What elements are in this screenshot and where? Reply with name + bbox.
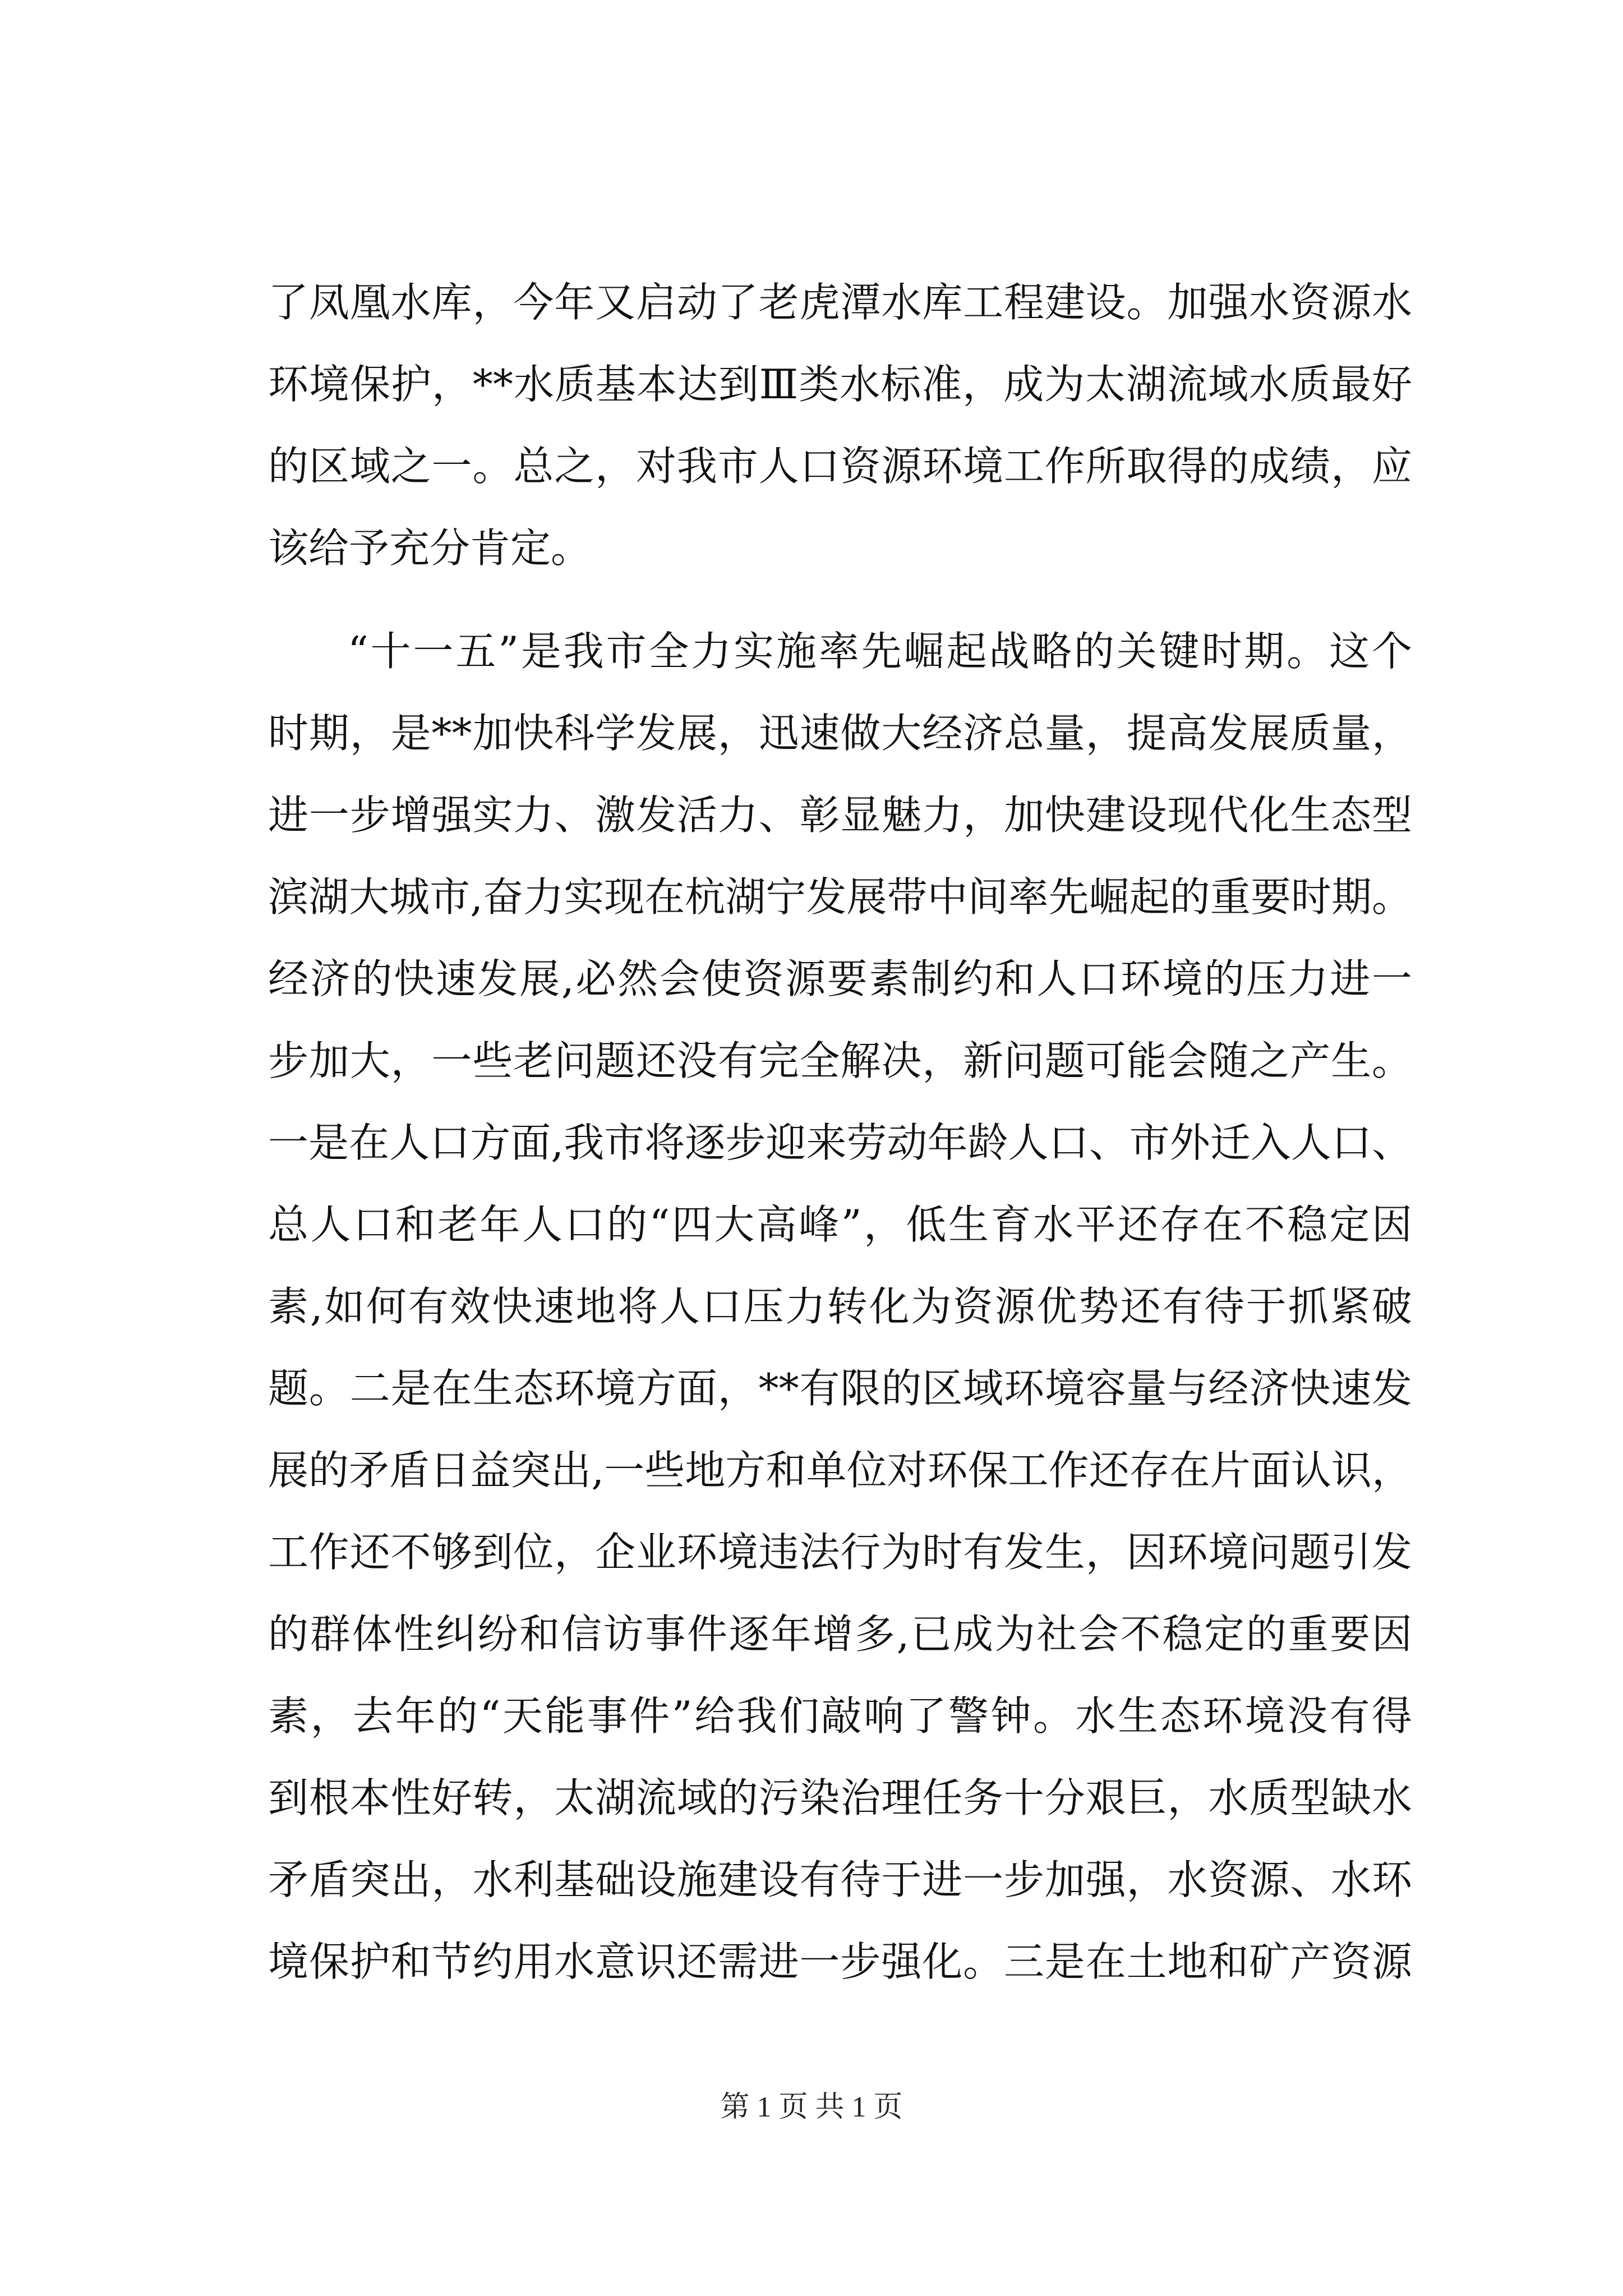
text-line: 滨湖大城市,奋力实现在杭湖宁发展带中间率先崛起的重要时期。 bbox=[268, 873, 1412, 921]
text-line: 了凤凰水库，今年又启动了老虎潭水库工程建设。加强水资源水 bbox=[268, 279, 1412, 326]
text-line: 时期，是**加快科学发展，迅速做大经济总量，提高发展质量， bbox=[268, 710, 1412, 757]
text-line: 展的矛盾日益突出,一些地方和单位对环保工作还存在片面认识， bbox=[268, 1447, 1412, 1494]
text-line: 该给予充分肯定。 bbox=[268, 524, 592, 572]
text-line: 题。二是在生态环境方面，**有限的区域环境容量与经济快速发 bbox=[268, 1365, 1412, 1412]
text-line: 总人口和老年人口的“四大高峰”，低生育水平还存在不稳定因 bbox=[268, 1201, 1412, 1248]
text-line: 到根本性好转，太湖流域的污染治理任务十分艰巨，水质型缺水 bbox=[268, 1774, 1412, 1821]
text-line: 工作还不够到位，企业环境违法行为时有发生，因环境问题引发 bbox=[268, 1529, 1412, 1576]
text-line: 境保护和节约用水意识还需进一步强化。三是在土地和矿产资源 bbox=[268, 1938, 1412, 1985]
text-line: 一是在人口方面,我市将逐步迎来劳动年龄人口、市外迁入人口、 bbox=[268, 1119, 1412, 1166]
text-line: 矛盾突出，水利基础设施建设有待于进一步加强，水资源、水环 bbox=[268, 1856, 1412, 1903]
document-body bbox=[268, 261, 1412, 2003]
text-line: 素,如何有效快速地将人口压力转化为资源优势还有待于抓紧破 bbox=[268, 1283, 1412, 1330]
text-line: 的群体性纠纷和信访事件逐年增多,已成为社会不稳定的重要因 bbox=[268, 1611, 1412, 1658]
text-line: 素，去年的“天能事件”给我们敲响了警钟。水生态环境没有得 bbox=[268, 1692, 1412, 1740]
page-number-label: 第 1 页 共 1 页 bbox=[720, 2091, 903, 2123]
text-line: 的区域之一。总之，对我市人口资源环境工作所取得的成绩，应 bbox=[268, 443, 1412, 490]
text-line: 环境保护，**水质基本达到Ⅲ类水标准，成为太湖流域水质最好 bbox=[268, 361, 1412, 408]
paragraph-first-line: “十一五”是我市全力实施率先崛起战略的关键时期。这个 bbox=[348, 628, 1412, 675]
page-footer bbox=[0, 2088, 1623, 2127]
text-line: 经济的快速发展,必然会使资源要素制约和人口环境的压力进一 bbox=[268, 955, 1412, 1002]
text-line: 步加大，一些老问题还没有完全解决，新问题可能会随之产生。 bbox=[268, 1037, 1412, 1084]
text-line: 进一步增强实力、激发活力、彰显魅力，加快建设现代化生态型 bbox=[268, 792, 1412, 839]
